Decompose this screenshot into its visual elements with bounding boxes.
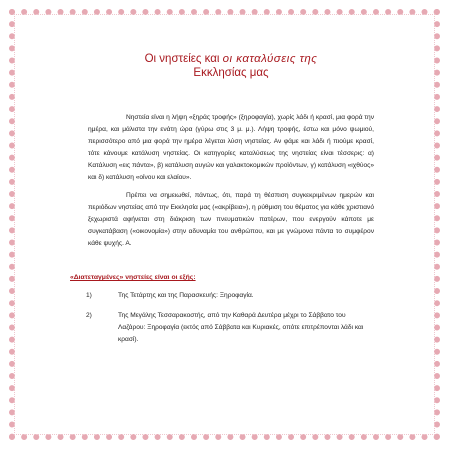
list-item-text: Της Μεγάλης Τεσσαρακοστής, από την Καθαρά Δευτέρα μέχρι το Σάββατο του Λαζάρου: Ξηροφαγία (εκτός από Σάββατα και Κυριακές, οπότε επιτρέπονται λάδι και κρασί). — [118, 312, 364, 343]
list-item — [88, 310, 374, 346]
list-item-number: 1) — [86, 292, 92, 299]
paragraph-2: Πρέπει να σημειωθεί, πάντως, ότι, παρά τη θέσπιση συγκεκριμένων ημερών και περιόδων νηστείας από την Εκκλησία μας («ακρίβεια»), η ρύθμιση του θέματος για κάθε χριστιανό ξεχωριστά αφήνεται στη διάκριση των πνευματικών πατέρων, που ενεργούν κάποτε με συγκατάβαση («οικονομία») στην αδυναμία του ανθρώπου, και με γνώμονα πάντα το συμφέρον κάθε ψυχής. Α. — [88, 192, 374, 247]
list-item — [88, 290, 374, 302]
paragraph-1: Νηστεία είναι η λήψη «ξηράς τροφής» (ξηροφαγία), χωρίς λάδι ή κρασί, μια φορά την ημέρα, και μάλιστα την ενάτη ώρα (γύρω στις 3 μ. μ.). Λήψη τροφής, έστω και μόνο ψωμιού, περισσότερο από μια φορά την ημέρα λέγεται λύση νηστείας. Αν φάμε και λάδι ή πιούμε κρασί, τότε κάνουμε κατάλυση νηστείας. Οι κατηγορίες καταλύσεως της νηστείας είναι τέσσερις: α) Κατάλυση «εις πάντα», β) κατάλυση αυγών και γαλακτοκομικών προϊόντων, γ) κατάλυση «ιχθύος» και δ) κατάλυση «οίνου και ελαίου». — [88, 114, 374, 181]
document-title — [88, 52, 374, 80]
title-line2: Εκκλησίας μας — [193, 67, 269, 79]
document-content — [70, 52, 374, 354]
title-part1: Οι νηστείες και — [144, 53, 220, 65]
list-item-text: Της Τετάρτης και της Παρασκευής: Ξηροφαγία. — [118, 292, 254, 299]
list-item-number: 2) — [86, 312, 92, 319]
title-part2: οι καταλύσεις της — [222, 53, 318, 65]
fasting-list — [88, 290, 374, 346]
section-title: «Διατεταγμένες» νηστείες είναι οι εξής: — [70, 274, 196, 281]
